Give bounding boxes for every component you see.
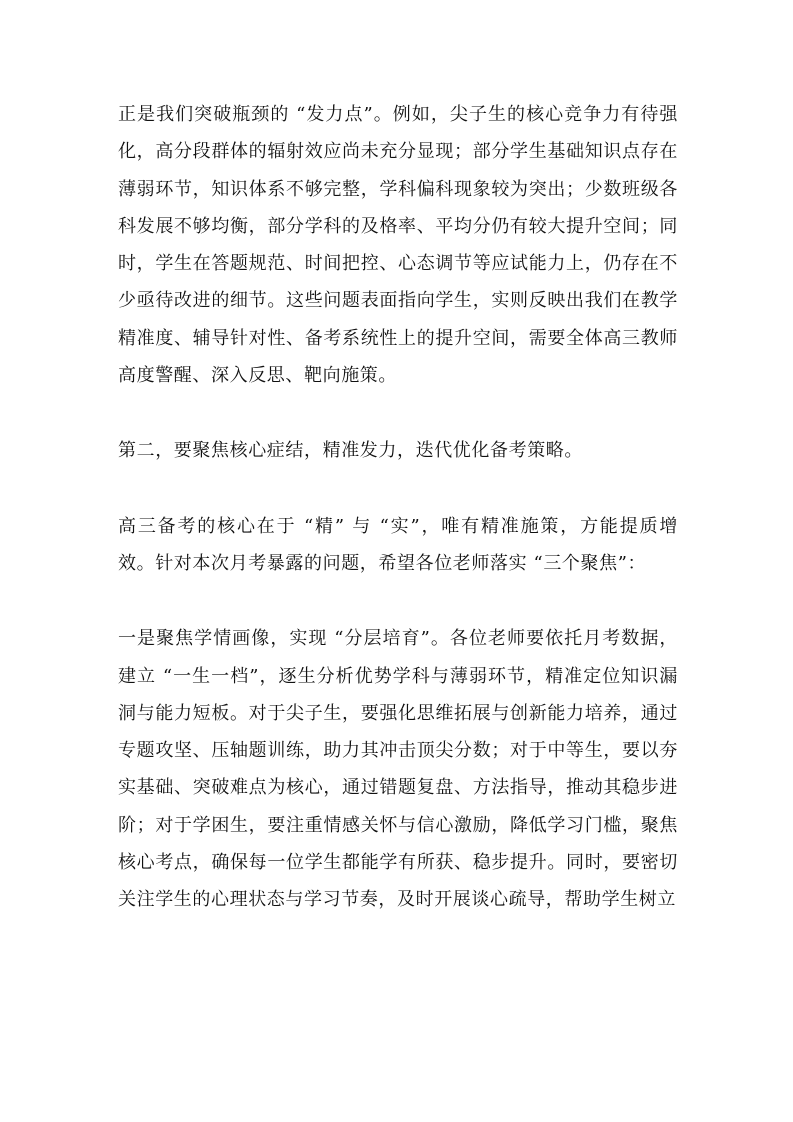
paragraph-4: 一是聚焦学情画像，实现 “分层培育”。各位老师要依托月考数据，建立 “一生一档”，逐生分析优势学科与薄弱环节，精准定位知识漏洞与能力短板。对于尖子生，要强化思维拓展与创新能力培养，通过专题攻坚、压轴题训练，助力其冲击顶尖分数；对于中等生，要以夯实基础、突破难点为核心，通过错题复盘、方法指导，推动其稳步进阶；对于学困生，要注重情感关怀与信心激励，降低学习门槛，聚焦核心考点，确保每一位学生都能学有所获、稳步提升。同时，要密切关注学生的心理状态与学习节奏，及时开展谈心疏导，帮助学生树立 [118, 628, 678, 911]
paragraph-2-heading: 第二，要聚焦核心症结，精准发力，迭代优化备考策略。 [118, 440, 583, 462]
paragraph-1: 正是我们突破瓶颈的 “发力点”。例如，尖子生的核心竞争力有待强化，高分段群体的辐射效应尚未充分显现；部分学生基础知识点存在薄弱环节，知识体系不够完整，学科偏科现象较为突出；少数班级各科发展不够均衡，部分学科的及格率、平均分仍有较大提升空间；同时，学生在答题规范、时间把控、心态调节等应试能力上，仍存在不少亟待改进的细节。这些问题表面指向学生，实则反映出我们在教学精准度、辅导针对性、备考系统性上的提升空间，需要全体高三教师高度警醒、深入反思、靶向施策。 [118, 104, 678, 387]
paragraph-3: 高三备考的核心在于 “精” 与 “实”，唯有精准施策，方能提质增效。针对本次月考暴露的问题，希望各位老师落实 “三个聚焦”： [118, 515, 678, 574]
document-body [118, 96, 678, 919]
